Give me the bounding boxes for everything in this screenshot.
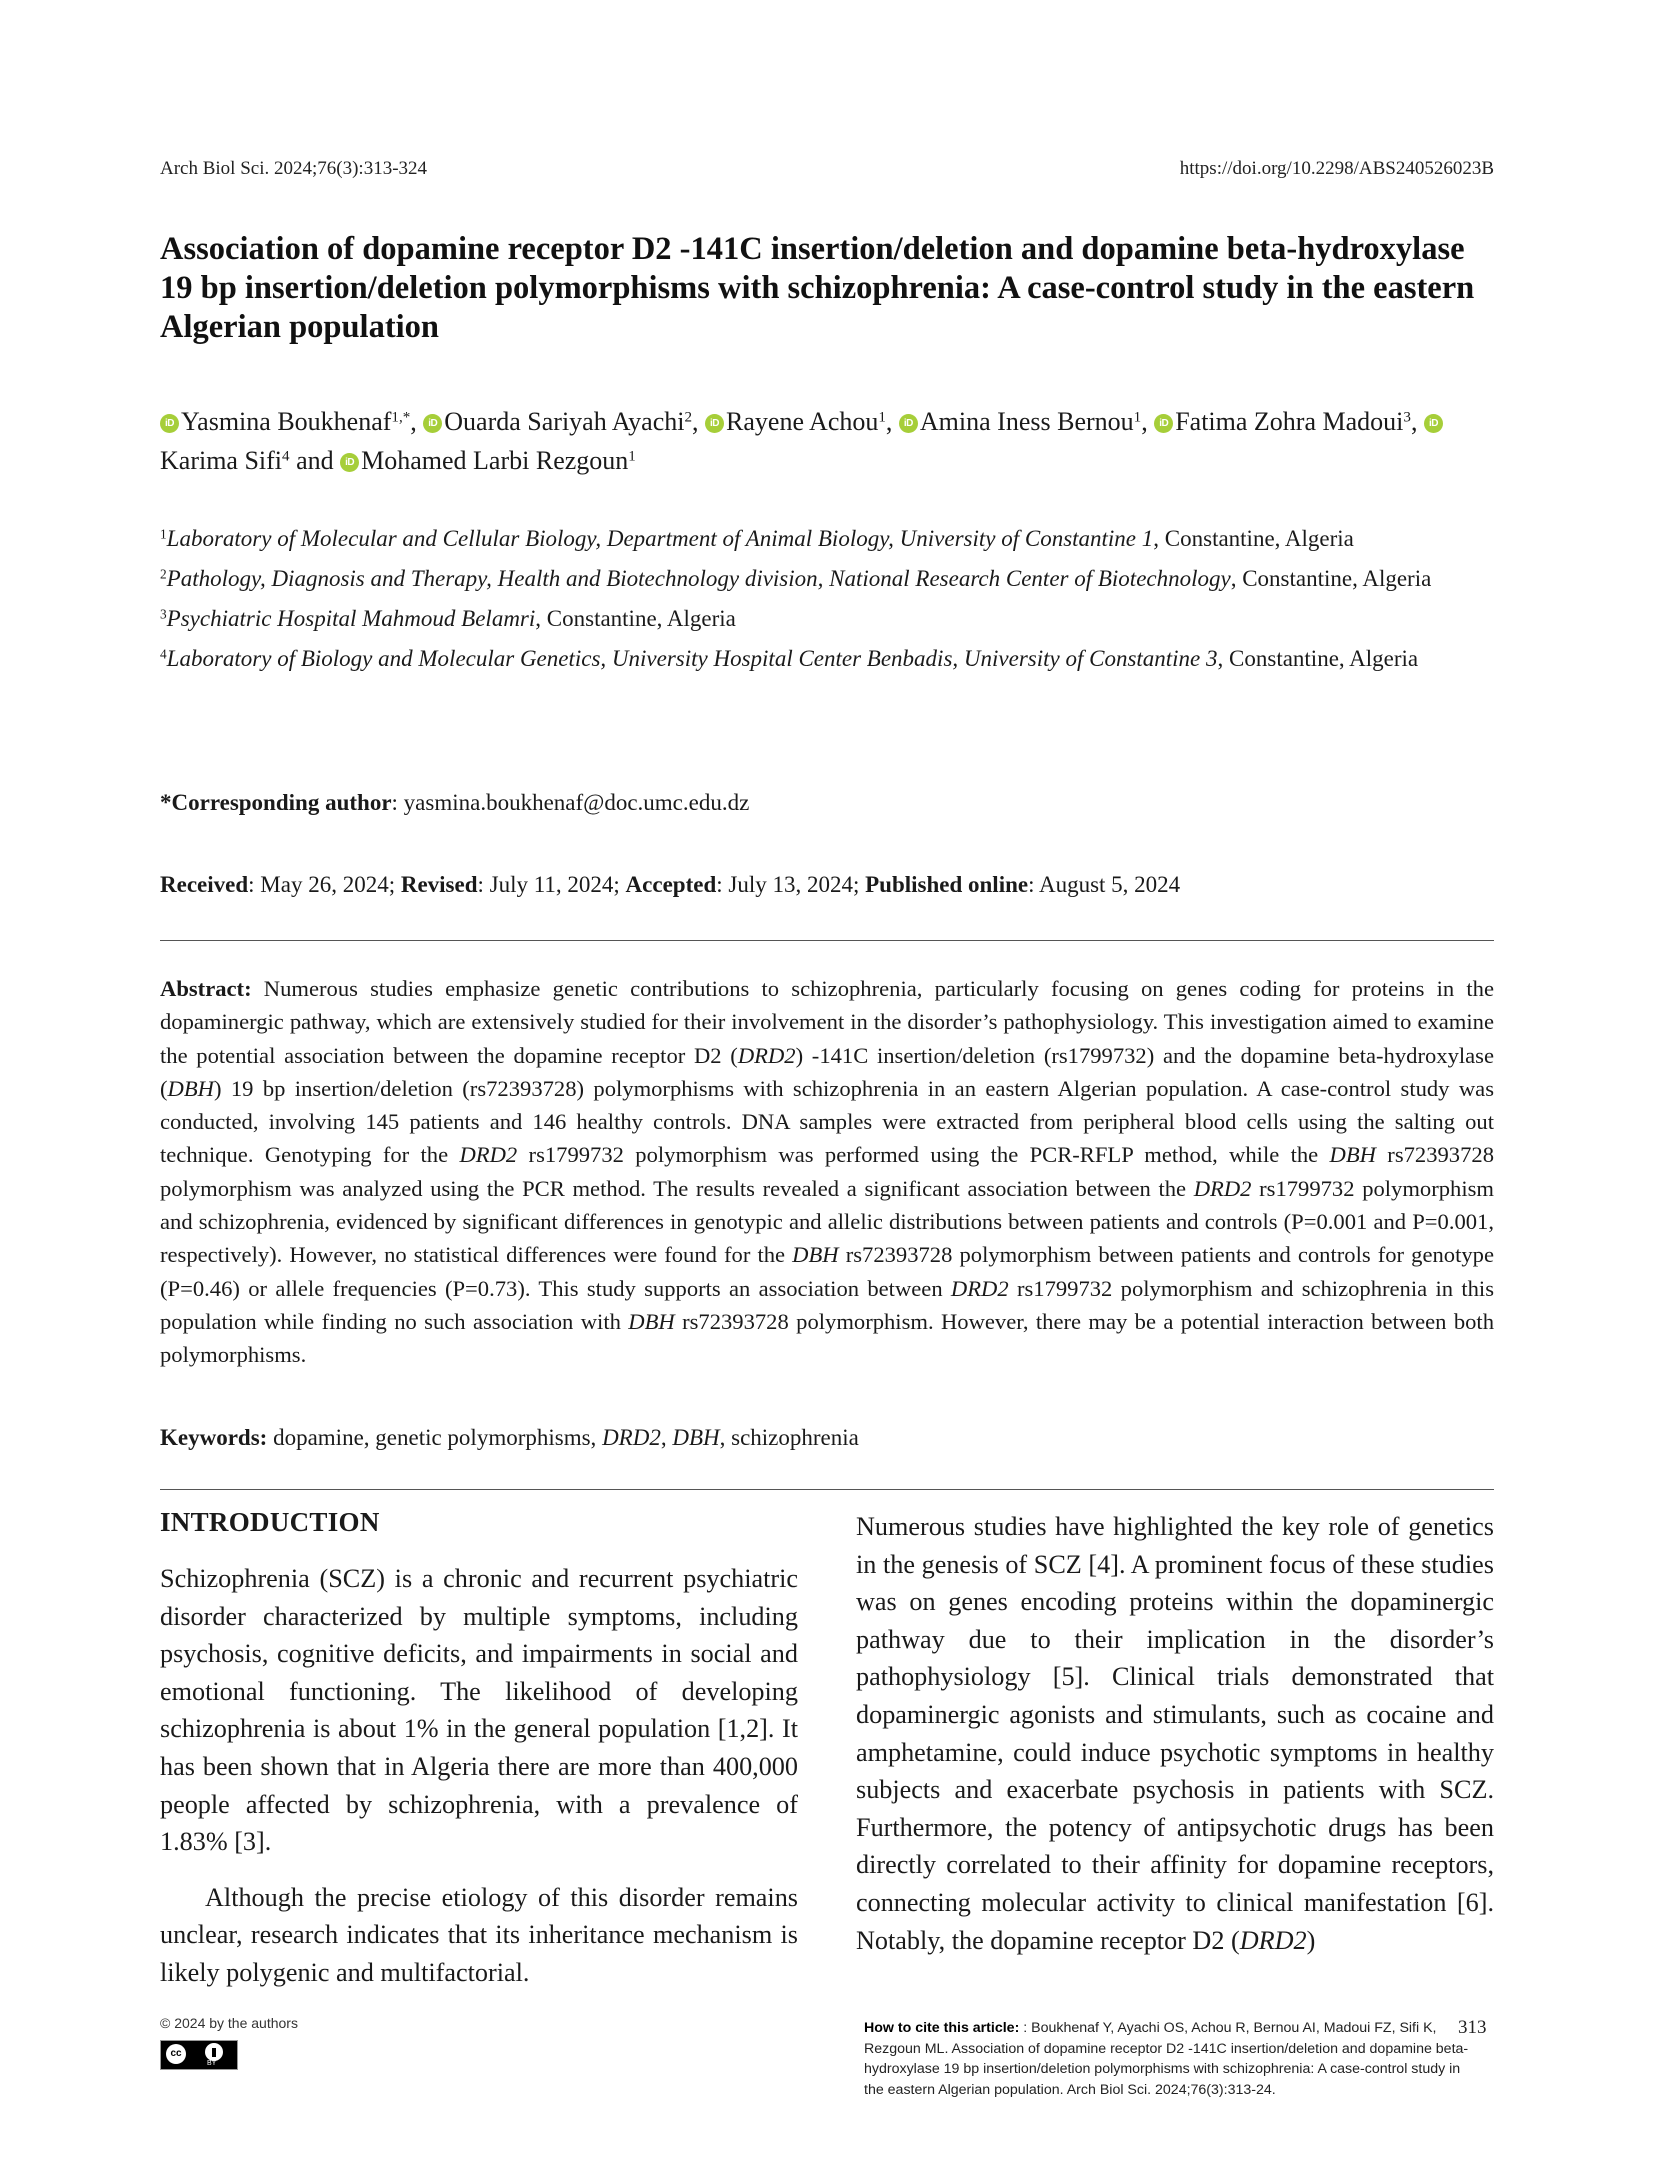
orcid-icon[interactable]: iD <box>1424 414 1443 433</box>
author-name: Fatima Zohra Madoui <box>1175 407 1404 436</box>
author-affiliation-mark: 2 <box>684 409 693 426</box>
keyword-text-run: dopamine, genetic polymorphisms, <box>267 1425 603 1450</box>
author: iD Ouarda Sariyah Ayachi$^2$, <box>423 407 705 436</box>
article-title: Association of dopamine receptor D2 -141C insertion/deletion and dopamine beta-hydroxylase 19 bp insertion/deletion polymorphisms with schizophrenia: A case-control study in the eastern Algerian population <box>160 231 1475 345</box>
author-name: Mohamed Larbi Rezgoun <box>361 446 629 475</box>
keywords-text <box>267 1425 859 1450</box>
gene-symbol: DRD2 <box>459 1142 518 1168</box>
cc-by-license-badge[interactable] <box>160 2040 238 2070</box>
author-name: Karima Sifi <box>160 446 283 475</box>
abstract-text-run: rs1799732 polymorphism and schizophrenia, evidenced by significant differences in genotypic and allelic distributions between patients and controls (P=0.001 and P=0.001, respectively). However, no statistical differences were found for the <box>160 1175 1494 1268</box>
orcid-icon[interactable]: iD <box>1154 414 1173 433</box>
cite-text: : Boukhenaf Y, Ayachi OS, Achou R, Bernou AI, Madoui FZ, Sifi K, Rezgoun ML. Association of dopamine receptor D2 -141C insertion/deletion and dopamine beta-hydroxylase 19 bp insertion/deletion polymorphisms with schizophrenia: A case-control study in the eastern Algerian population. Arch Biol Sci. 2024;76(3):313-24. <box>864 2020 1469 2098</box>
body-column-right <box>856 1508 1494 1959</box>
author-name: Amina Iness Bernou <box>919 407 1134 436</box>
body-paragraph <box>856 1508 1494 1959</box>
by-label: BY <box>207 2060 217 2067</box>
abstract <box>160 972 1494 1372</box>
keywords <box>160 1425 1494 1451</box>
abstract-text-run: ) 19 bp insertion/deletion (rs72393728) polymorphisms with schizophrenia in an eastern Algerian population. A case-control study was conducted, involving 145 patients and 146 healthy controls. DNA samples were extracted from peripheral blood cells using the salting out technique. Genotyping for the <box>160 1075 1494 1168</box>
divider <box>160 1489 1494 1490</box>
author <box>340 446 636 475</box>
section-heading-introduction: INTRODUCTION <box>160 1507 380 1537</box>
affiliation: $^3$Psychiatric Hospital Mahmoud Belamri, Constantine, Algeria <box>160 606 736 631</box>
doi-link[interactable]: https://doi.org/10.2298/ABS240526023B <box>1179 158 1494 179</box>
author-list <box>160 402 1494 480</box>
orcid-icon[interactable]: iD <box>160 414 179 433</box>
affiliation: $^1$Laboratory of Molecular and Cellular Biology, Department of Animal Biology, University of Constantine 1, Constantine, Algeria <box>160 526 1354 551</box>
keyword-text-run: , schizophrenia <box>719 1425 859 1450</box>
cc-icon: cc <box>166 2044 186 2064</box>
keyword-text-run: , <box>660 1425 673 1450</box>
author-affiliation-mark: 1 <box>1133 409 1142 426</box>
accepted-date: July 13, 2024 <box>728 872 853 897</box>
page-number: 313 <box>1458 2017 1487 2038</box>
orcid-icon[interactable]: iD <box>705 414 724 433</box>
abstract-text-run: ) -141C insertion/deletion (rs1799732) and the dopamine beta-hydroxylase ( <box>160 1042 1494 1101</box>
gene-symbol: DBH <box>1329 1142 1376 1168</box>
divider <box>160 940 1494 941</box>
author-affiliation-mark: 3 <box>1403 409 1411 426</box>
author: iD Amina Iness Bernou$^1$, <box>899 407 1154 436</box>
author-name: Rayene Achou <box>726 407 879 436</box>
published-date: August 5, 2024 <box>1038 872 1181 897</box>
gene-symbol: DRD2 <box>1193 1175 1252 1201</box>
gene-symbol: DBH <box>167 1075 214 1101</box>
how-to-cite <box>864 2018 1470 2100</box>
corresponding-email[interactable]: yasmina.boukhenaf@doc.umc.edu.dz <box>403 790 750 815</box>
abstract-text-run: rs1799732 polymorphism was performed using the PCR-RFLP method, while the <box>517 1142 1330 1168</box>
abstract-text-run: rs72393728 polymorphism. However, there may be a potential interaction between both polymorphisms. <box>160 1308 1494 1368</box>
journal-reference: Arch Biol Sci. 2024;76(3):313-324 <box>160 158 428 179</box>
body-column-left <box>160 1502 798 1992</box>
running-header <box>160 158 1494 188</box>
copyright-notice: © 2024 by the authors <box>160 2015 298 2031</box>
abstract-text-run: rs72393728 polymorphism was analyzed using the PCR method. The results revealed a significant association between the <box>160 1142 1494 1201</box>
abstract-text-run: Numerous studies emphasize genetic contributions to schizophrenia, particularly focusing on genes coding for proteins in the dopaminergic pathway, which are extensively studied for their involvement in the disorder’s pathophysiology. This investigation aimed to examine the potential association between the dopamine receptor D2 ( <box>160 976 1494 1068</box>
cite-label: How to cite this article: <box>864 2020 1020 2036</box>
gene-symbol: DBH <box>792 1242 839 1268</box>
orcid-icon[interactable]: iD <box>340 453 359 472</box>
gene-symbol: DRD2 <box>737 1042 796 1068</box>
gene-symbol: DRD2 <box>950 1275 1009 1301</box>
author: iD Yasmina Boukhenaf$^{1,*}$, <box>160 407 423 436</box>
corresponding-author: *Corresponding author: yasmina.boukhenaf@doc.umc.edu.dz <box>160 790 750 815</box>
revised-date: July 11, 2024 <box>489 872 614 897</box>
author-affiliation-mark: 1 <box>628 448 636 465</box>
affiliation: $^4$Laboratory of Biology and Molecular Genetics, University Hospital Center Benbadis, University of Constantine 3, Constantine, Algeria <box>160 646 1419 671</box>
abstract-label: Abstract: <box>160 976 252 1001</box>
author-affiliation-mark: 1,* <box>391 409 411 426</box>
author-name: Yasmina Boukhenaf <box>181 407 392 436</box>
orcid-icon[interactable]: iD <box>899 414 918 433</box>
abstract-text <box>160 976 1494 1367</box>
article-dates: Received: May 26, 2024; Revised: July 11, 2024; Accepted: July 13, 2024; Published online: August 5, 2024 <box>160 872 1181 897</box>
author-affiliation-mark: 4 <box>282 448 290 465</box>
author: iDKarima Sifi$^4$ and <box>160 407 1445 475</box>
affiliation-list <box>160 522 1494 682</box>
affiliation: $^2$Pathology, Diagnosis and Therapy, Health and Biotechnology division, National Research Center of Biotechnology, Constantine, Algeria <box>160 566 1432 591</box>
author-name: Ouarda Sariyah Ayachi <box>444 407 685 436</box>
corresponding-author-label: *Corresponding author <box>160 790 392 815</box>
author-affiliation-mark: 1 <box>878 409 886 426</box>
author: iD Fatima Zohra Madoui$^3$, <box>1154 407 1424 436</box>
body-text-run: ) <box>1306 1925 1316 1955</box>
body-paragraph: Although the precise etiology of this disorder remains unclear, research indicates that its inheritance mechanism is likely polygenic and multifactorial. <box>160 1882 798 1987</box>
abstract-text-run: rs1799732 polymorphism and schizophrenia in this population while finding no such association with <box>160 1275 1494 1334</box>
author: iD Rayene Achou$^1$, <box>705 407 899 436</box>
received-date: May 26, 2024 <box>260 872 389 897</box>
body-paragraph: Schizophrenia (SCZ) is a chronic and recurrent psychiatric disorder characterized by multiple symptoms, including psychosis, cognitive deficits, and impairments in social and emotional functioning. The likelihood of developing schizophrenia is about 1% in the general population [1,2]. It has been shown that in Algeria there are more than 400,000 people affected by schizophrenia, with a prevalence of 1.83% [3]. <box>160 1564 798 1857</box>
keywords-label: Keywords: <box>160 1425 268 1450</box>
gene-symbol: DBH <box>628 1308 675 1334</box>
body-text-run: Numerous studies have highlighted the key role of genetics in the genesis of SCZ [4]. A prominent focus of these studies was on genes encoding proteins within the dopaminergic pathway due to their implication in the disorder’s pathophysiology [5]. Clinical trials demonstrated that dopaminergic agonists and stimulants, such as cocaine and amphetamine, could induce psychotic symptoms in healthy subjects and exacerbate psychosis in patients with SCZ. Furthermore, the potency of antipsychotic drugs has been directly correlated to their affinity for dopamine receptors, connecting molecular activity to clinical manifestation [6]. Notably, the dopamine receptor D2 ( <box>856 1512 1494 1955</box>
orcid-icon[interactable]: iD <box>423 414 442 433</box>
gene-symbol: DRD2 <box>602 1425 661 1450</box>
abstract-text-run: rs72393728 polymorphism between patients and controls for genotype (P=0.46) or allele frequencies (P=0.73). This study supports an association between <box>160 1242 1494 1301</box>
gene-symbol: DBH <box>672 1425 720 1450</box>
gene-symbol: DRD2 <box>1239 1925 1307 1955</box>
attribution-person-icon <box>205 2043 223 2061</box>
